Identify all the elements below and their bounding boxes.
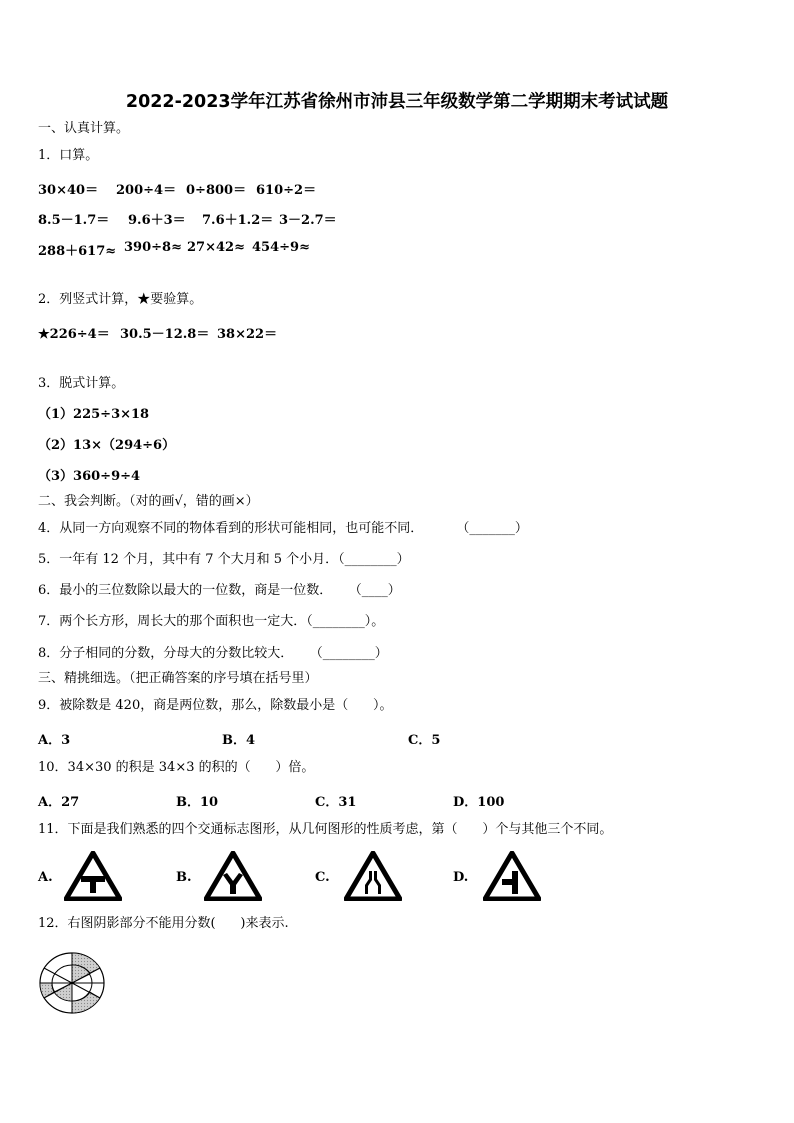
- option-c: C．31: [315, 795, 357, 810]
- option-d: D．100: [453, 795, 505, 810]
- q9-stem: 9．被除数是 420，商是两位数，那么，除数最小是（ ）。: [38, 698, 393, 713]
- option-b: B.: [176, 870, 192, 885]
- option-b: B．4: [222, 733, 256, 748]
- section-2-heading: 二、我会判断。（对的画√，错的画×）: [38, 494, 259, 509]
- q3-item: （3）360÷9÷4: [38, 469, 141, 484]
- fraction-circle-figure: [38, 951, 106, 1015]
- q1-expr: 0÷800＝: [186, 183, 247, 198]
- traffic-sign-road-narrows-icon: [344, 851, 402, 901]
- q1-expr: 7.6＋1.2＝: [202, 213, 274, 228]
- q1-expr: 288＋617≈: [38, 244, 117, 259]
- q2-expr: 30.5－12.8＝: [120, 327, 210, 342]
- traffic-sign-t-junction-icon: [64, 851, 122, 901]
- section-1-heading: 一、认真计算。: [38, 121, 130, 136]
- q1-expr: 8.5－1.7＝: [38, 213, 110, 228]
- judge-item: 8．分子相同的分数，分母大的分数比较大． （________）: [38, 646, 388, 661]
- judge-item: 7．两个长方形，周长大的那个面积也一定大．（________）。: [38, 614, 385, 629]
- q1-expr: 610÷2＝: [256, 183, 317, 198]
- option-b: B．10: [176, 795, 219, 810]
- q1-expr: 3－2.7＝: [279, 213, 337, 228]
- q1-expr: 390÷8≈: [124, 240, 182, 255]
- q10-stem: 10．34×30 的积是 34×3 的积的（ ）倍。: [38, 760, 315, 775]
- q1-expr: 9.6＋3＝: [128, 213, 186, 228]
- q1-expr: 454÷9≈: [252, 240, 310, 255]
- q1-label: 1．口算。: [38, 148, 99, 163]
- q2-label: 2．列竖式计算，★要验算。: [38, 292, 203, 307]
- section-3-heading: 三、精挑细选。（把正确答案的序号填在括号里）: [38, 671, 318, 686]
- q2-expr: ★226÷4＝: [38, 327, 110, 342]
- judge-item: 5．一年有 12 个月，其中有 7 个大月和 5 个小月．（________）: [38, 552, 410, 567]
- q1-expr: 30×40＝: [38, 183, 99, 198]
- q2-expr: 38×22＝: [217, 327, 278, 342]
- judge-item: 6．最小的三位数除以最大的一位数，商是一位数． （____）: [38, 583, 401, 598]
- traffic-sign-side-road-icon: [483, 851, 541, 901]
- option-c: C．5: [408, 733, 441, 748]
- q3-item: （1）225÷3×18: [38, 407, 150, 422]
- q1-expr: 200÷4＝: [116, 183, 177, 198]
- option-a: A．27: [38, 795, 80, 810]
- q11-stem: 11．下面是我们熟悉的四个交通标志图形，从几何图形的性质考虑，第（ ）个与其他三个不同。: [38, 822, 613, 837]
- page-title: 2022-2023学年江苏省徐州市沛县三年级数学第二学期期末考试试题: [125, 92, 669, 112]
- q12-stem: 12．右图阴影部分不能用分数( )来表示.: [38, 916, 289, 931]
- q3-label: 3．脱式计算。: [38, 376, 125, 391]
- option-a: A．3: [38, 733, 71, 748]
- option-a: A.: [38, 870, 53, 885]
- traffic-sign-y-junction-icon: [204, 851, 262, 901]
- judge-item: 4．从同一方向观察不同的物体看到的形状可能相同，也可能不同． （_______）: [38, 521, 528, 536]
- q3-item: （2）13×（294÷6）: [38, 438, 176, 453]
- q1-expr: 27×42≈: [187, 240, 245, 255]
- option-c: C.: [315, 870, 330, 885]
- option-d: D.: [453, 870, 469, 885]
